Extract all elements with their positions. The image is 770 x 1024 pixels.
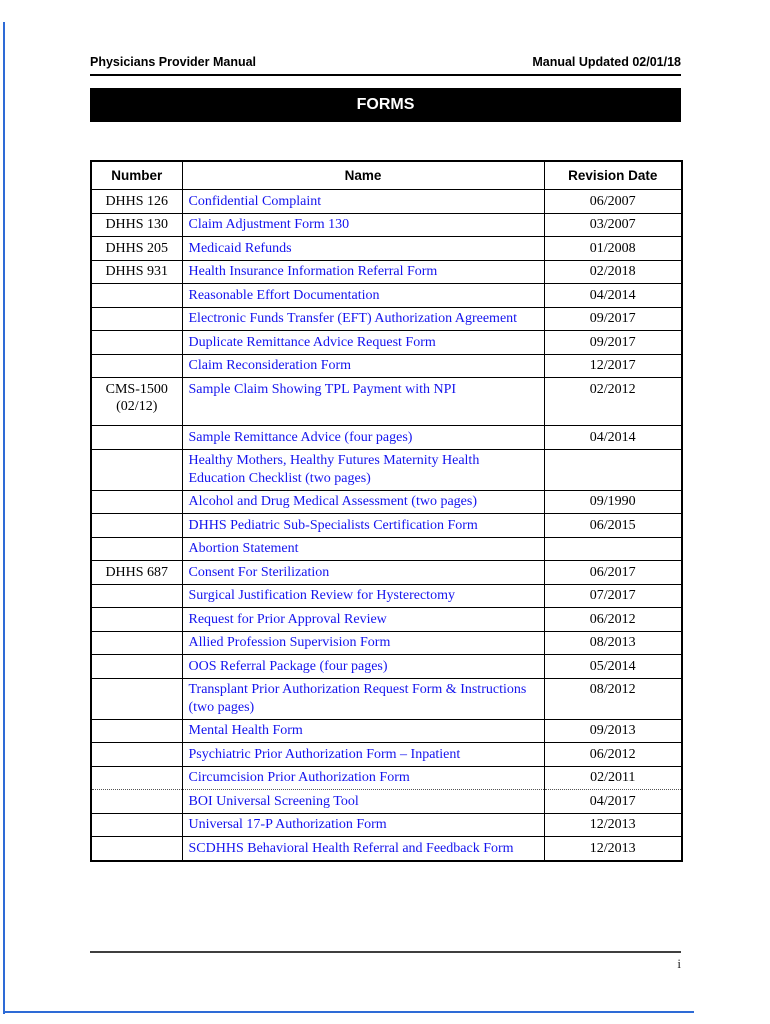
form-number-cell (91, 790, 182, 814)
form-name-cell (182, 190, 544, 214)
form-link[interactable]: Request for Prior Approval Review (188, 611, 387, 627)
form-name-cell (182, 537, 544, 561)
form-link[interactable]: Sample Claim Showing TPL Payment with NPI (188, 381, 457, 397)
table-row (91, 608, 682, 632)
form-link[interactable]: Duplicate Remittance Advice Request Form (188, 334, 436, 350)
form-link[interactable]: Circumcision Prior Authorization Form (188, 770, 410, 785)
table-row (91, 213, 682, 237)
form-name-cell (182, 378, 544, 426)
manual-title: Physicians Provider Manual (90, 55, 257, 69)
table-row (91, 655, 682, 679)
revision-date-cell: 03/2007 (544, 213, 682, 237)
form-number-cell: DHHS 687 (91, 561, 182, 585)
form-number-cell (91, 514, 182, 538)
form-link[interactable]: Medicaid Refunds (188, 240, 292, 256)
forms-banner-title: FORMS (356, 96, 415, 113)
forms-table-body (91, 190, 682, 861)
table-row (91, 719, 682, 743)
table-row (91, 490, 682, 514)
form-number-cell: DHHS 130 (91, 213, 182, 237)
revision-date-cell: 02/2011 (544, 766, 682, 790)
page-edge-line-bottom (3, 1011, 694, 1013)
form-name-cell (182, 631, 544, 655)
table-row (91, 449, 682, 490)
footer-rule (90, 951, 681, 953)
manual-updated-date: Manual Updated 02/01/18 (532, 55, 681, 69)
form-name-cell (182, 837, 544, 861)
form-number-cell (91, 537, 182, 561)
table-row (91, 537, 682, 561)
form-name-cell (182, 426, 544, 450)
form-name-cell (182, 490, 544, 514)
revision-date-cell: 09/2017 (544, 331, 682, 355)
col-header-name: Name (182, 161, 544, 190)
form-link[interactable]: Claim Adjustment Form 130 (188, 217, 350, 232)
revision-date-cell: 02/2012 (544, 378, 682, 426)
form-number-cell (91, 766, 182, 790)
form-number-cell (91, 655, 182, 679)
table-row (91, 514, 682, 538)
revision-date-cell: 07/2017 (544, 584, 682, 608)
table-row (91, 284, 682, 308)
revision-date-cell: 06/2017 (544, 561, 682, 585)
form-name-cell (182, 655, 544, 679)
form-name-cell (182, 766, 544, 790)
form-number-cell (91, 584, 182, 608)
col-header-number: Number (91, 161, 182, 190)
revision-date-cell: 04/2014 (544, 284, 682, 308)
revision-date-cell: 09/1990 (544, 490, 682, 514)
form-link[interactable]: Consent For Sterilization (188, 564, 330, 580)
form-link[interactable]: Healthy Mothers, Healthy Futures Maternity Health Education Checklist (two pages) (188, 453, 480, 486)
form-link[interactable]: Mental Health Form (188, 723, 303, 738)
running-header (90, 55, 681, 76)
form-name-cell (182, 790, 544, 814)
table-row (91, 584, 682, 608)
table-header-row (91, 161, 682, 190)
form-number-cell (91, 813, 182, 837)
table-row (91, 813, 682, 837)
form-link[interactable]: Confidential Complaint (188, 193, 322, 209)
form-name-cell (182, 260, 544, 284)
form-number-cell (91, 284, 182, 308)
form-number-cell: DHHS 205 (91, 237, 182, 261)
page-number: i (677, 956, 681, 971)
form-link[interactable]: Electronic Funds Transfer (EFT) Authorization Agreement (188, 311, 518, 326)
form-name-cell (182, 514, 544, 538)
form-number-cell (91, 837, 182, 861)
form-link[interactable]: SCDHHS Behavioral Health Referral and Feedback Form (188, 840, 514, 856)
table-row (91, 237, 682, 261)
revision-date-cell: 02/2018 (544, 260, 682, 284)
table-row (91, 190, 682, 214)
form-name-cell (182, 213, 544, 237)
table-row (91, 561, 682, 585)
form-name-cell (182, 331, 544, 355)
form-link[interactable]: Sample Remittance Advice (four pages) (188, 429, 413, 445)
forms-banner (90, 88, 681, 122)
table-row (91, 790, 682, 814)
form-link[interactable]: BOI Universal Screening Tool (188, 793, 359, 809)
form-number-cell (91, 631, 182, 655)
revision-date-cell: 12/2013 (544, 837, 682, 861)
revision-date-cell: 06/2015 (544, 514, 682, 538)
form-link[interactable]: Claim Reconsideration Form (188, 358, 352, 373)
form-name-cell (182, 813, 544, 837)
form-number-cell (91, 354, 182, 378)
form-number-cell (91, 449, 182, 490)
form-name-cell (182, 584, 544, 608)
revision-date-cell: 05/2014 (544, 655, 682, 679)
table-row (91, 260, 682, 284)
page-edge-line-left (3, 22, 5, 1014)
form-number-cell (91, 490, 182, 514)
table-row (91, 307, 682, 331)
form-link[interactable]: Psychiatric Prior Authorization Form – Inpatient (188, 746, 461, 762)
form-name-cell (182, 284, 544, 308)
revision-date-cell: 04/2014 (544, 426, 682, 450)
form-link[interactable]: Transplant Prior Authorization Request Form & Instructions (two pages) (188, 682, 527, 715)
form-name-cell (182, 678, 544, 719)
revision-date-cell (544, 537, 682, 561)
revision-date-cell: 09/2013 (544, 719, 682, 743)
forms-table (90, 160, 683, 862)
form-link[interactable]: Abortion Statement (188, 541, 299, 556)
form-name-cell (182, 561, 544, 585)
table-row (91, 631, 682, 655)
table-row (91, 766, 682, 790)
form-number-cell: DHHS 931 (91, 260, 182, 284)
revision-date-cell: 06/2012 (544, 608, 682, 632)
form-number-cell (91, 608, 182, 632)
revision-date-cell: 04/2017 (544, 790, 682, 814)
form-number-cell: DHHS 126 (91, 190, 182, 214)
revision-date-cell: 06/2007 (544, 190, 682, 214)
form-name-cell (182, 307, 544, 331)
form-name-cell (182, 743, 544, 767)
revision-date-cell: 06/2012 (544, 743, 682, 767)
form-link[interactable]: Universal 17-P Authorization Form (188, 817, 387, 832)
form-number-cell (91, 331, 182, 355)
form-name-cell (182, 354, 544, 378)
revision-date-cell: 01/2008 (544, 237, 682, 261)
form-number-cell (91, 743, 182, 767)
form-number-cell (91, 307, 182, 331)
form-name-cell (182, 719, 544, 743)
form-name-cell (182, 608, 544, 632)
form-name-cell (182, 449, 544, 490)
table-row (91, 743, 682, 767)
form-link[interactable]: Surgical Justification Review for Hysterectomy (188, 588, 455, 603)
form-name-cell (182, 237, 544, 261)
form-link[interactable]: OOS Referral Package (four pages) (188, 658, 388, 674)
revision-date-cell: 08/2012 (544, 678, 682, 719)
form-link[interactable]: Allied Profession Supervision Form (188, 635, 391, 650)
form-link[interactable]: Reasonable Effort Documentation (188, 287, 380, 303)
table-row (91, 426, 682, 450)
form-link[interactable]: Health Insurance Information Referral Form (188, 264, 438, 279)
table-row (91, 378, 682, 426)
form-link[interactable]: Alcohol and Drug Medical Assessment (two pages) (188, 494, 477, 509)
table-row (91, 678, 682, 719)
revision-date-cell: 12/2017 (544, 354, 682, 378)
revision-date-cell: 08/2013 (544, 631, 682, 655)
form-link[interactable]: DHHS Pediatric Sub-Specialists Certification Form (188, 517, 478, 533)
col-header-revision-date: Revision Date (544, 161, 682, 190)
form-number-cell: CMS-1500 (02/12) (91, 378, 182, 426)
form-number-cell (91, 719, 182, 743)
form-number-cell (91, 426, 182, 450)
revision-date-cell (544, 449, 682, 490)
table-row (91, 837, 682, 861)
form-number-cell (91, 678, 182, 719)
revision-date-cell: 12/2013 (544, 813, 682, 837)
table-row (91, 331, 682, 355)
table-row (91, 354, 682, 378)
revision-date-cell: 09/2017 (544, 307, 682, 331)
